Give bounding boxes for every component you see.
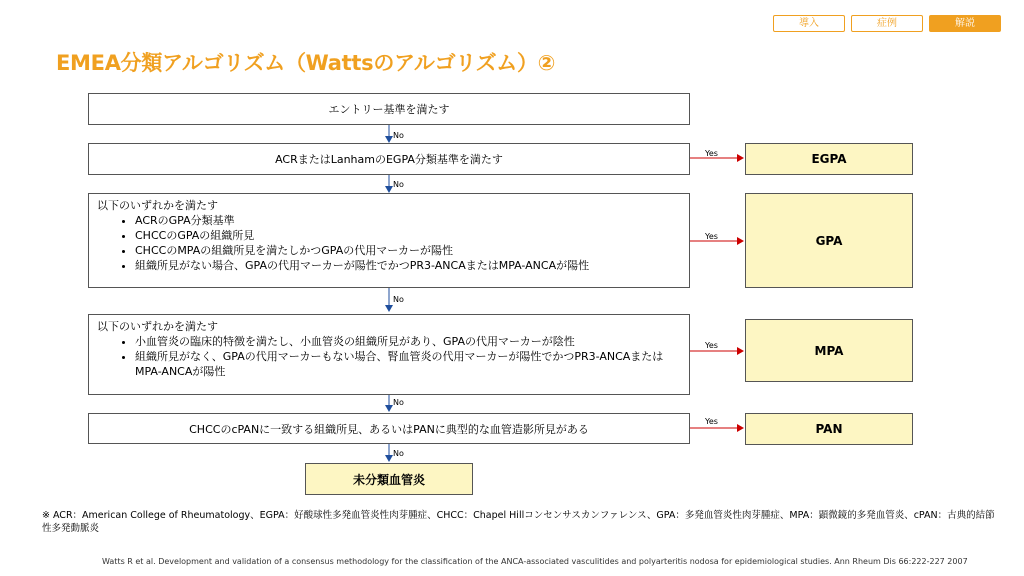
- abbreviation-footnote: ※ ACR：American College of Rheumatology、EGPA：好酸球性多発血管炎性肉芽腫症、CHCC：Chapel Hillコンセンサスカンファレンス、GPA：多発血管炎性肉芽腫症、MPA：顕微鏡的多発血管炎、cPAN：古典的結節性多発動脈炎: [42, 510, 995, 534]
- step-entry-text: エントリー基準を満たす: [328, 103, 450, 116]
- tab-explanation[interactable]: 解説: [929, 15, 1001, 32]
- step-2-item: • 組織所見がない場合、GPAの代用マーカーが陽性でかつPR3-ANCAまたはMPA-ANCAが陽性: [135, 258, 681, 273]
- step-2-item: • CHCCのGPAの組織所見: [135, 228, 681, 243]
- result-unclassified: 未分類血管炎: [305, 463, 473, 495]
- step-2-box: [88, 193, 690, 288]
- yes-label: Yes: [705, 232, 718, 241]
- no-label: No: [393, 180, 404, 189]
- step-3-item: • 小血管炎の臨床的特徴を満たし、小血管炎の組織所見があり、GPAの代用マーカーが陰性: [135, 334, 673, 349]
- tab-case[interactable]: 症例: [851, 15, 923, 32]
- step-entry-box: [88, 93, 690, 125]
- step-3-list: [97, 334, 681, 379]
- step-2-item: • ACRのGPA分類基準: [135, 213, 681, 228]
- result-pan: PAN: [745, 413, 913, 445]
- yes-label: Yes: [705, 341, 718, 350]
- citation: Watts R et al. Development and validation of a consensus methodology for the classification of the ANCA-associated vasculitides and polyarteritis nodosa for epidemiological studies. Ann Rheum Dis 66:222-227 2007: [102, 557, 968, 566]
- step-2-heading: 以下のいずれかを満たす: [97, 199, 218, 212]
- step-3-item: • 組織所見がなく、GPAの代用マーカーもない場合、腎血管炎の代用マーカーが陽性でかつPR3-ANCAまたはMPA-ANCAが陽性: [135, 349, 673, 379]
- no-label: No: [393, 398, 404, 407]
- result-egpa: EGPA: [745, 143, 913, 175]
- step-2-item: • CHCCのMPAの組織所見を満たしかつGPAの代用マーカーが陽性: [135, 243, 681, 258]
- step-4-box: [88, 413, 690, 444]
- page-title: EMEA分類アルゴリズム（Wattsのアルゴリズム）②: [56, 51, 556, 75]
- no-label: No: [393, 131, 404, 140]
- step-3-heading: 以下のいずれかを満たす: [97, 320, 218, 333]
- step-2-list: [97, 213, 681, 273]
- step-1-box: [88, 143, 690, 175]
- no-label: No: [393, 449, 404, 458]
- yes-label: Yes: [705, 417, 718, 426]
- step-4-text: CHCCのcPANに一致する組織所見、あるいはPANに典型的な血管造影所見がある: [189, 422, 589, 436]
- result-gpa: GPA: [745, 193, 913, 288]
- yes-label: Yes: [705, 149, 718, 158]
- no-label: No: [393, 295, 404, 304]
- step-3-box: [88, 314, 690, 395]
- result-mpa: MPA: [745, 319, 913, 382]
- tab-introduction[interactable]: 導入: [773, 15, 845, 32]
- step-1-text: ACRまたはLanhamのEGPA分類基準を満たす: [275, 153, 503, 166]
